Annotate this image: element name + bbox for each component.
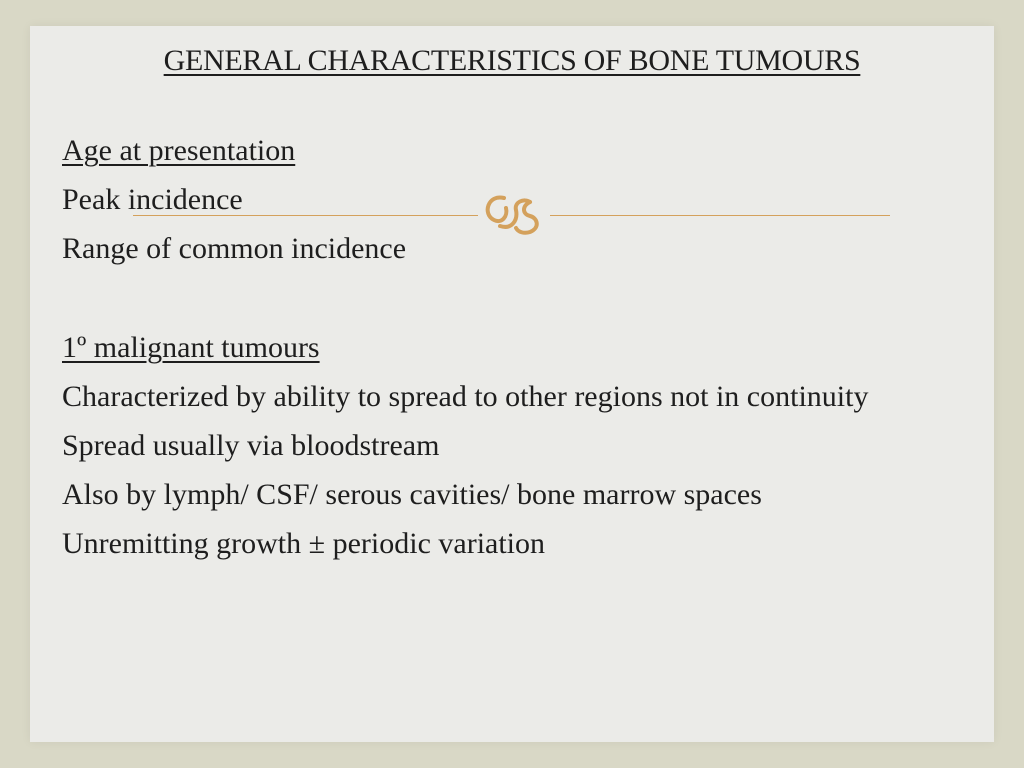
slide-title: GENERAL CHARACTERISTICS OF BONE TUMOURS — [163, 44, 861, 77]
list-item: Peak incidence — [62, 183, 243, 216]
section-heading-age: Age at presentation — [62, 134, 296, 167]
list-item: Characterized by ability to spread to other regions not in continuity — [62, 380, 869, 413]
list-item: Unremitting growth ± periodic variation — [62, 527, 546, 560]
list-item: Spread usually via bloodstream — [62, 429, 440, 462]
slide-body — [62, 131, 942, 573]
section-spacer — [62, 278, 942, 328]
section-heading-malignant: 1º malignant tumours — [62, 331, 320, 364]
list-item: Range of common incidence — [62, 232, 407, 265]
list-item: Also by lymph/ CSF/ serous cavities/ bone marrow spaces — [62, 478, 762, 511]
